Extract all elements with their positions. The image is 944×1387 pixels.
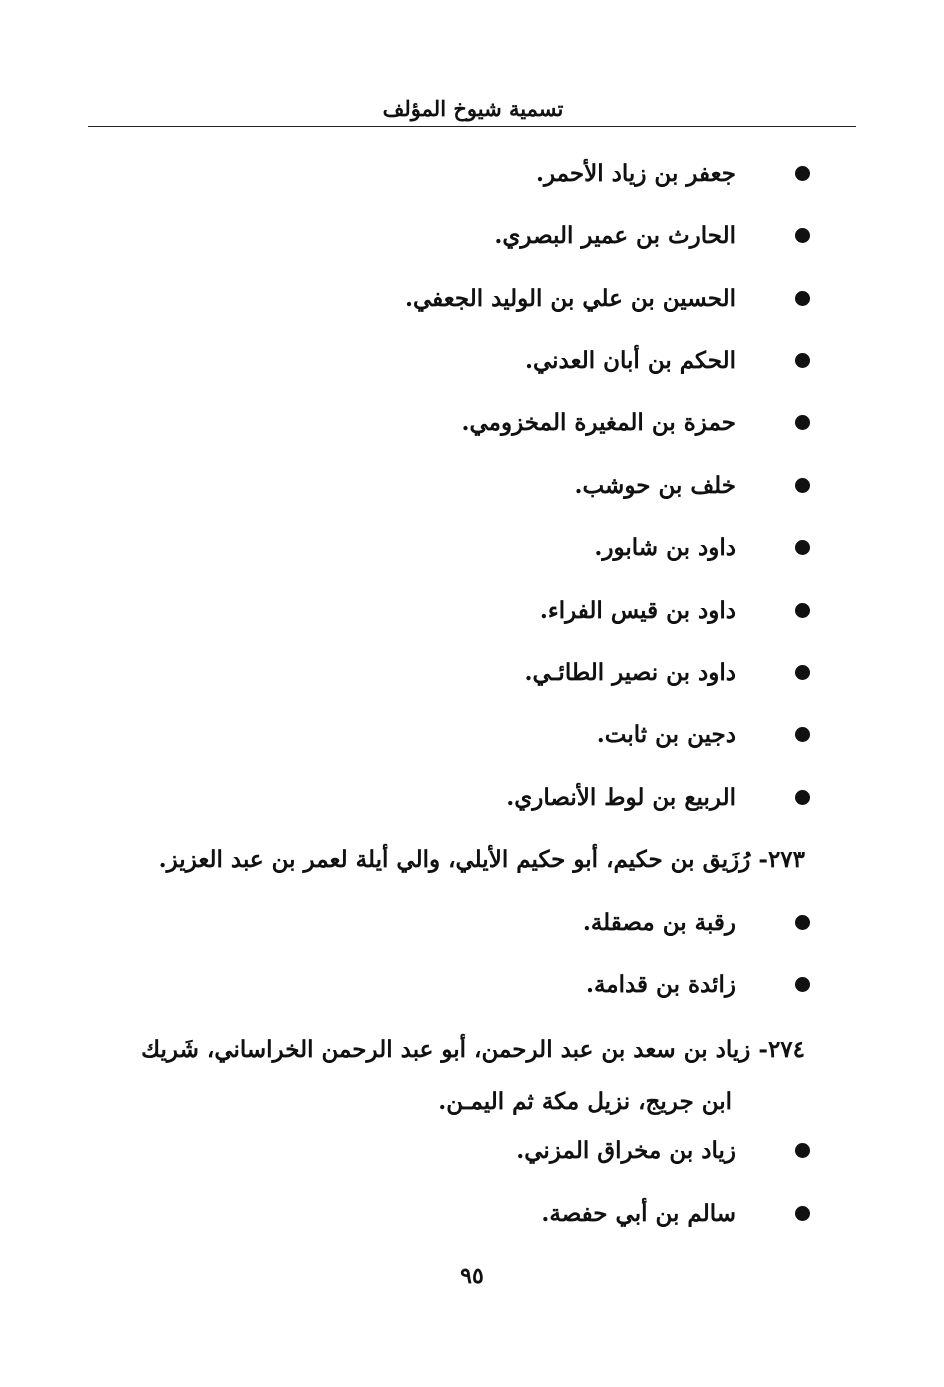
- list-item-text: جعفر بن زياد الأحمر.: [535, 160, 736, 187]
- entry-text: ٢٧٣- رُزَيق بن حكيم، أبو حكيم الأيلي، والي أيلة لعمر بن عبد العزيز.: [158, 846, 805, 873]
- page-number: ٩٥: [460, 1263, 484, 1289]
- numbered-entry-274: [80, 1024, 805, 1128]
- list-item: [80, 903, 810, 943]
- bullet-icon: [795, 228, 810, 243]
- list-item: [80, 965, 810, 1005]
- list-item: [80, 1194, 810, 1234]
- list-item: [80, 591, 810, 631]
- list-item: [80, 341, 810, 381]
- bullet-icon: [795, 478, 810, 493]
- list-item-text: الحكم بن أبان العدني.: [524, 347, 736, 374]
- list-item-text: داود بن قيس الفراء.: [539, 597, 736, 624]
- bullet-icon: [795, 977, 810, 992]
- list-item-text: داود بن شابور.: [594, 534, 736, 561]
- bullet-icon: [795, 540, 810, 555]
- bullet-icon: [795, 353, 810, 368]
- running-head: تسمية شيوخ المؤلف: [382, 96, 564, 121]
- header-rule: [88, 126, 856, 127]
- list-item-text: الحارث بن عمير البصري.: [494, 222, 736, 249]
- list-item: [80, 466, 810, 506]
- list-item: [80, 216, 810, 256]
- list-item: [80, 279, 810, 319]
- bullet-icon: [795, 915, 810, 930]
- bullet-icon: [795, 166, 810, 181]
- bullet-icon: [795, 1143, 810, 1158]
- list-item-text: زائدة بن قدامة.: [585, 971, 736, 998]
- list-item-text: رقبة بن مصقلة.: [582, 909, 736, 936]
- numbered-entry-273: [80, 834, 805, 886]
- list-item-text: زياد بن مخراق المزني.: [516, 1137, 736, 1164]
- bullet-icon: [795, 603, 810, 618]
- bullet-icon: [795, 291, 810, 306]
- list-item-text: حمزة بن المغيرة المخزومي.: [461, 409, 736, 436]
- list-item: [80, 778, 810, 818]
- list-item: [80, 1131, 810, 1171]
- list-item: [80, 403, 810, 443]
- entry-text-line-2: ابن جريج، نزيل مكة ثم اليمـن.: [438, 1088, 732, 1115]
- list-item-text: خلف بن حوشب.: [574, 472, 736, 499]
- list-item-text: سالم بن أبي حفصة.: [541, 1200, 736, 1227]
- entry-text-line-1: ٢٧٤- زياد بن سعد بن عبد الرحمن، أبو عبد الرحمن الخراساني، شَريك: [141, 1036, 805, 1063]
- list-item-text: داود بن نصير الطائـي.: [524, 659, 736, 686]
- list-item: [80, 528, 810, 568]
- bullet-icon: [795, 665, 810, 680]
- bullet-icon: [795, 727, 810, 742]
- list-item: [80, 715, 810, 755]
- bullet-icon: [795, 790, 810, 805]
- list-item: [80, 653, 810, 693]
- bullet-icon: [795, 1206, 810, 1221]
- bullet-icon: [795, 415, 810, 430]
- list-item-text: الحسين بن علي بن الوليد الجعفي.: [404, 285, 736, 312]
- list-item: [80, 154, 810, 194]
- list-item-text: دجين بن ثابت.: [596, 721, 736, 748]
- list-item-text: الربيع بن لوط الأنصاري.: [506, 784, 736, 811]
